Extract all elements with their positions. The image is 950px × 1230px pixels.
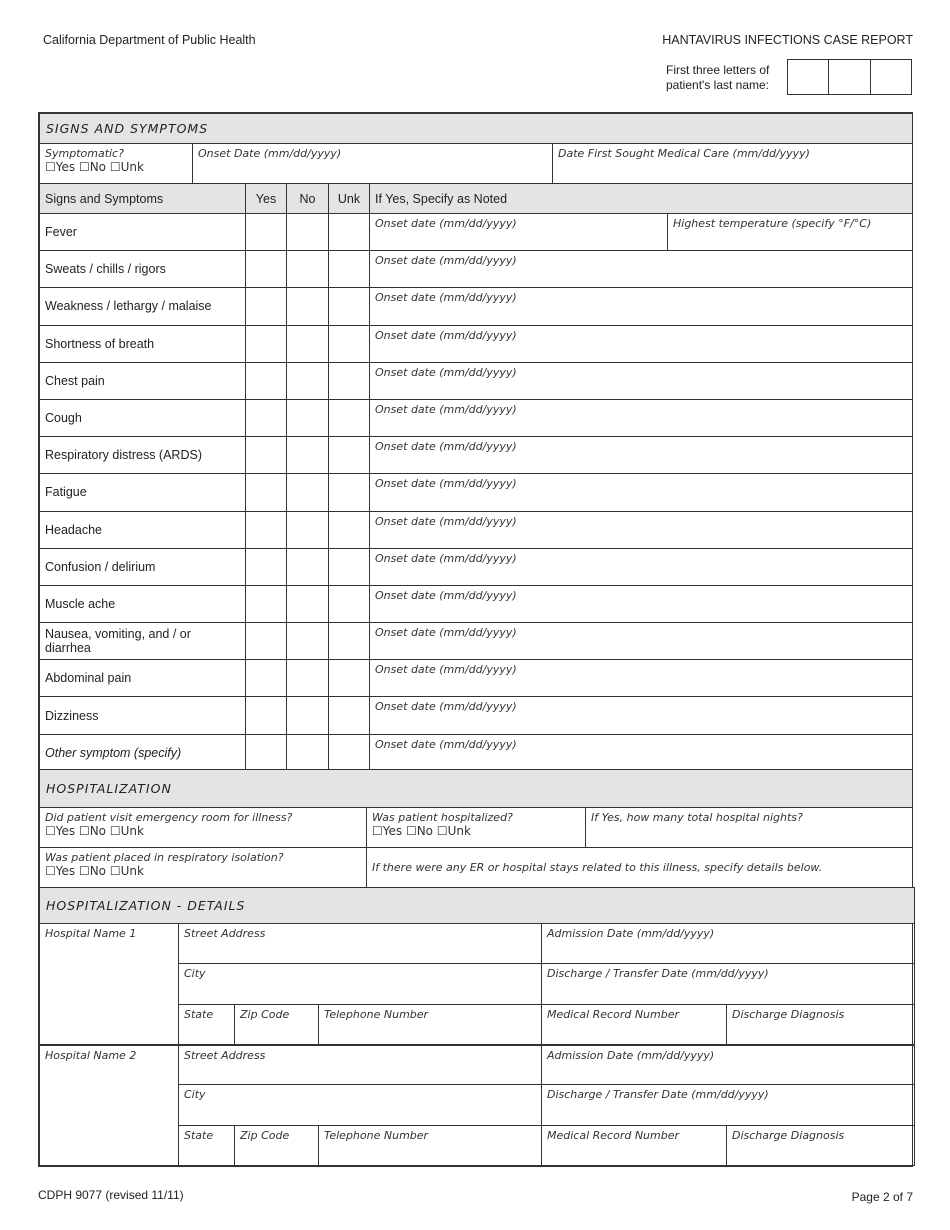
hospital2-admission-field[interactable]: Admission Date (mm/dd/yyyy): [542, 1045, 915, 1085]
form-title: HANTAVIRUS INFECTIONS CASE REPORT: [662, 33, 913, 47]
symptom-row: [40, 251, 913, 288]
symptom-row: [40, 325, 913, 362]
highest-temperature-field[interactable]: Highest temperature (specify °F/°C): [668, 214, 913, 251]
hospital2-phone-field[interactable]: Telephone Number: [319, 1126, 542, 1166]
hospital1-discharge-date-field[interactable]: Discharge / Transfer Date (mm/dd/yyyy): [542, 964, 915, 1005]
symptom-no-checkbox[interactable]: [287, 734, 329, 771]
symptom-row: [40, 585, 913, 622]
symptom-unk-checkbox[interactable]: [329, 214, 370, 251]
symptom-onset-date-field[interactable]: Onset date (mm/dd/yyyy): [370, 511, 913, 548]
hospital2-discharge-date-field[interactable]: Discharge / Transfer Date (mm/dd/yyyy): [542, 1085, 915, 1126]
symptom-yes-checkbox[interactable]: [246, 660, 287, 697]
hospital2-name-field[interactable]: Hospital Name 2: [40, 1045, 179, 1166]
initial-box-3[interactable]: [871, 60, 911, 94]
symptom-onset-date-field[interactable]: Onset date (mm/dd/yyyy): [370, 734, 913, 771]
initials-label-line1: First three letters of: [666, 63, 770, 77]
symptom-name: Muscle ache: [40, 585, 246, 622]
symptom-name: Headache: [40, 511, 246, 548]
signs-section-title: SIGNS AND SYMPTOMS: [40, 114, 913, 144]
symptom-name: Cough: [40, 399, 246, 436]
symptom-row: [40, 474, 913, 511]
symptom-row: [40, 660, 913, 697]
symptom-row: [40, 623, 913, 660]
symptom-row: [40, 214, 913, 251]
symptom-yes-checkbox[interactable]: [246, 288, 287, 325]
symptom-row: [40, 548, 913, 585]
hospital1-zip-field[interactable]: Zip Code: [235, 1005, 319, 1045]
symptom-unk-checkbox[interactable]: [329, 660, 370, 697]
symptom-unk-checkbox[interactable]: [329, 734, 370, 771]
symptom-unk-checkbox[interactable]: [329, 362, 370, 399]
symptom-yes-checkbox[interactable]: [246, 474, 287, 511]
symptom-name: Dizziness: [40, 697, 246, 734]
symptom-onset-date-field[interactable]: Onset date (mm/dd/yyyy): [370, 623, 913, 660]
initial-box-2[interactable]: [829, 60, 870, 94]
hospital1-diagnosis-field[interactable]: Discharge Diagnosis: [727, 1005, 915, 1045]
symptom-yes-checkbox[interactable]: [246, 548, 287, 585]
symptom-no-checkbox[interactable]: [287, 399, 329, 436]
initial-box-1[interactable]: [788, 60, 829, 94]
symptomatic-cell[interactable]: [40, 144, 193, 184]
symptom-onset-date-field[interactable]: Onset date (mm/dd/yyyy): [370, 697, 913, 734]
symptom-unk-checkbox[interactable]: [329, 585, 370, 622]
hospitalized-question: Was patient hospitalized?: [372, 811, 513, 824]
first-sought-care-field[interactable]: Date First Sought Medical Care (mm/dd/yyyy): [553, 144, 913, 184]
symptom-onset-date-field[interactable]: Onset date (mm/dd/yyyy): [370, 437, 913, 474]
symptom-unk-checkbox[interactable]: [329, 548, 370, 585]
symptom-name: Other symptom (specify): [40, 734, 246, 771]
symptom-no-checkbox[interactable]: [287, 660, 329, 697]
symptom-name: Abdominal pain: [40, 660, 246, 697]
symptom-name: Sweats / chills / rigors: [40, 251, 246, 288]
symptom-onset-date-field[interactable]: Onset date (mm/dd/yyyy): [370, 362, 913, 399]
er-visit-cell[interactable]: [40, 808, 367, 848]
symptom-no-checkbox[interactable]: [287, 623, 329, 660]
symptom-yes-checkbox[interactable]: [246, 734, 287, 771]
symptom-onset-date-field[interactable]: Onset date (mm/dd/yyyy): [370, 474, 913, 511]
symptom-unk-checkbox[interactable]: [329, 474, 370, 511]
initials-label-line2: patient's last name:: [666, 78, 770, 92]
hospital1-admission-field[interactable]: Admission Date (mm/dd/yyyy): [542, 924, 915, 964]
symptom-onset-date-field[interactable]: Onset date (mm/dd/yyyy): [370, 660, 913, 697]
symptom-yes-checkbox[interactable]: [246, 251, 287, 288]
symptomatic-options[interactable]: ☐Yes ☐No ☐Unk: [45, 160, 144, 174]
symptom-no-checkbox[interactable]: [287, 214, 329, 251]
details-note: If there were any ER or hospital stays related to this illness, specify details below.: [367, 848, 913, 888]
symptom-no-checkbox[interactable]: [287, 362, 329, 399]
agency-name: California Department of Public Health: [43, 33, 256, 47]
symptom-no-checkbox[interactable]: [287, 288, 329, 325]
symptom-no-checkbox[interactable]: [287, 325, 329, 362]
symptom-name: Fever: [40, 214, 246, 251]
hospital-nights-field[interactable]: If Yes, how many total hospital nights?: [586, 808, 913, 848]
hospitalized-options[interactable]: ☐Yes ☐No ☐Unk: [372, 824, 471, 838]
symptom-no-checkbox[interactable]: [287, 474, 329, 511]
symptom-unk-checkbox[interactable]: [329, 399, 370, 436]
hospitalization-section-title: HOSPITALIZATION: [40, 770, 913, 808]
hospitalized-cell[interactable]: [367, 808, 586, 848]
symptom-row: [40, 288, 913, 325]
symptom-row: [40, 734, 913, 771]
hospital1-name-field[interactable]: Hospital Name 1: [40, 924, 179, 1045]
col-signs-header: Signs and Symptoms: [40, 184, 246, 214]
symptom-onset-date-field[interactable]: Onset date (mm/dd/yyyy): [370, 288, 913, 325]
symptom-unk-checkbox[interactable]: [329, 623, 370, 660]
symptom-onset-date-field[interactable]: Onset date (mm/dd/yyyy): [370, 251, 913, 288]
symptom-onset-date-field[interactable]: Onset date (mm/dd/yyyy): [370, 325, 913, 362]
hospital2-state-field[interactable]: State: [179, 1126, 235, 1166]
symptom-yes-checkbox[interactable]: [246, 399, 287, 436]
symptom-row: [40, 697, 913, 734]
symptom-no-checkbox[interactable]: [287, 548, 329, 585]
symptom-name: Chest pain: [40, 362, 246, 399]
initials-boxes: [787, 59, 912, 95]
isolation-options[interactable]: ☐Yes ☐No ☐Unk: [45, 864, 144, 878]
er-question: Did patient visit emergency room for illness?: [45, 811, 293, 824]
details-section-title: HOSPITALIZATION - DETAILS: [40, 888, 915, 924]
symptom-onset-date-field[interactable]: Onset date (mm/dd/yyyy): [370, 399, 913, 436]
hospital2-zip-field[interactable]: Zip Code: [235, 1126, 319, 1166]
symptom-row: [40, 437, 913, 474]
symptom-yes-checkbox[interactable]: [246, 325, 287, 362]
symptom-name: Weakness / lethargy / malaise: [40, 288, 246, 325]
hospital1-phone-field[interactable]: Telephone Number: [319, 1005, 542, 1045]
symptom-yes-checkbox[interactable]: [246, 697, 287, 734]
isolation-cell[interactable]: [40, 848, 367, 888]
col-yes-header: Yes: [246, 184, 287, 214]
symptom-row: [40, 511, 913, 548]
symptom-yes-checkbox[interactable]: [246, 511, 287, 548]
hospital2-mrn-field[interactable]: Medical Record Number: [542, 1126, 727, 1166]
symptom-onset-date-field[interactable]: Onset date (mm/dd/yyyy): [370, 214, 668, 251]
hospital1-state-field[interactable]: State: [179, 1005, 235, 1045]
symptom-yes-checkbox[interactable]: [246, 214, 287, 251]
details-section: [38, 887, 913, 1167]
hospital2-diagnosis-field[interactable]: Discharge Diagnosis: [727, 1126, 915, 1166]
hospital2-city-field[interactable]: City: [179, 1085, 542, 1126]
symptom-row: [40, 399, 913, 436]
page-number: Page 2 of 7: [851, 1190, 913, 1204]
symptom-name: Respiratory distress (ARDS): [40, 437, 246, 474]
er-options[interactable]: ☐Yes ☐No ☐Unk: [45, 824, 144, 838]
symptom-onset-date-field[interactable]: Onset date (mm/dd/yyyy): [370, 585, 913, 622]
symptom-unk-checkbox[interactable]: [329, 251, 370, 288]
initials-label: [666, 63, 781, 93]
symptom-no-checkbox[interactable]: [287, 511, 329, 548]
symptom-no-checkbox[interactable]: [287, 437, 329, 474]
symptom-unk-checkbox[interactable]: [329, 697, 370, 734]
symptom-unk-checkbox[interactable]: [329, 511, 370, 548]
symptom-name: Shortness of breath: [40, 325, 246, 362]
form-id: CDPH 9077 (revised 11/11): [38, 1188, 184, 1202]
symptom-yes-checkbox[interactable]: [246, 623, 287, 660]
symptom-unk-checkbox[interactable]: [329, 288, 370, 325]
symptom-row: [40, 362, 913, 399]
symptom-no-checkbox[interactable]: [287, 585, 329, 622]
signs-section: [38, 112, 913, 773]
col-specify-header: If Yes, Specify as Noted: [370, 184, 913, 214]
onset-date-field[interactable]: Onset Date (mm/dd/yyyy): [193, 144, 553, 184]
symptom-name: Confusion / delirium: [40, 548, 246, 585]
hospital2-street-field[interactable]: Street Address: [179, 1045, 542, 1085]
symptom-no-checkbox[interactable]: [287, 251, 329, 288]
hospital1-city-field[interactable]: City: [179, 964, 542, 1005]
symptom-no-checkbox[interactable]: [287, 697, 329, 734]
symptom-yes-checkbox[interactable]: [246, 585, 287, 622]
symptom-unk-checkbox[interactable]: [329, 437, 370, 474]
symptom-name: Nausea, vomiting, and / or diarrhea: [40, 623, 246, 660]
hospitalization-section: [38, 769, 913, 889]
hospital1-street-field[interactable]: Street Address: [179, 924, 542, 964]
symptomatic-label: Symptomatic?: [45, 147, 124, 160]
col-no-header: No: [287, 184, 329, 214]
isolation-question: Was patient placed in respiratory isolation?: [45, 851, 284, 864]
symptom-unk-checkbox[interactable]: [329, 325, 370, 362]
hospital1-mrn-field[interactable]: Medical Record Number: [542, 1005, 727, 1045]
symptom-yes-checkbox[interactable]: [246, 437, 287, 474]
col-unk-header: Unk: [329, 184, 370, 214]
symptom-yes-checkbox[interactable]: [246, 362, 287, 399]
symptom-name: Fatigue: [40, 474, 246, 511]
symptom-onset-date-field[interactable]: Onset date (mm/dd/yyyy): [370, 548, 913, 585]
